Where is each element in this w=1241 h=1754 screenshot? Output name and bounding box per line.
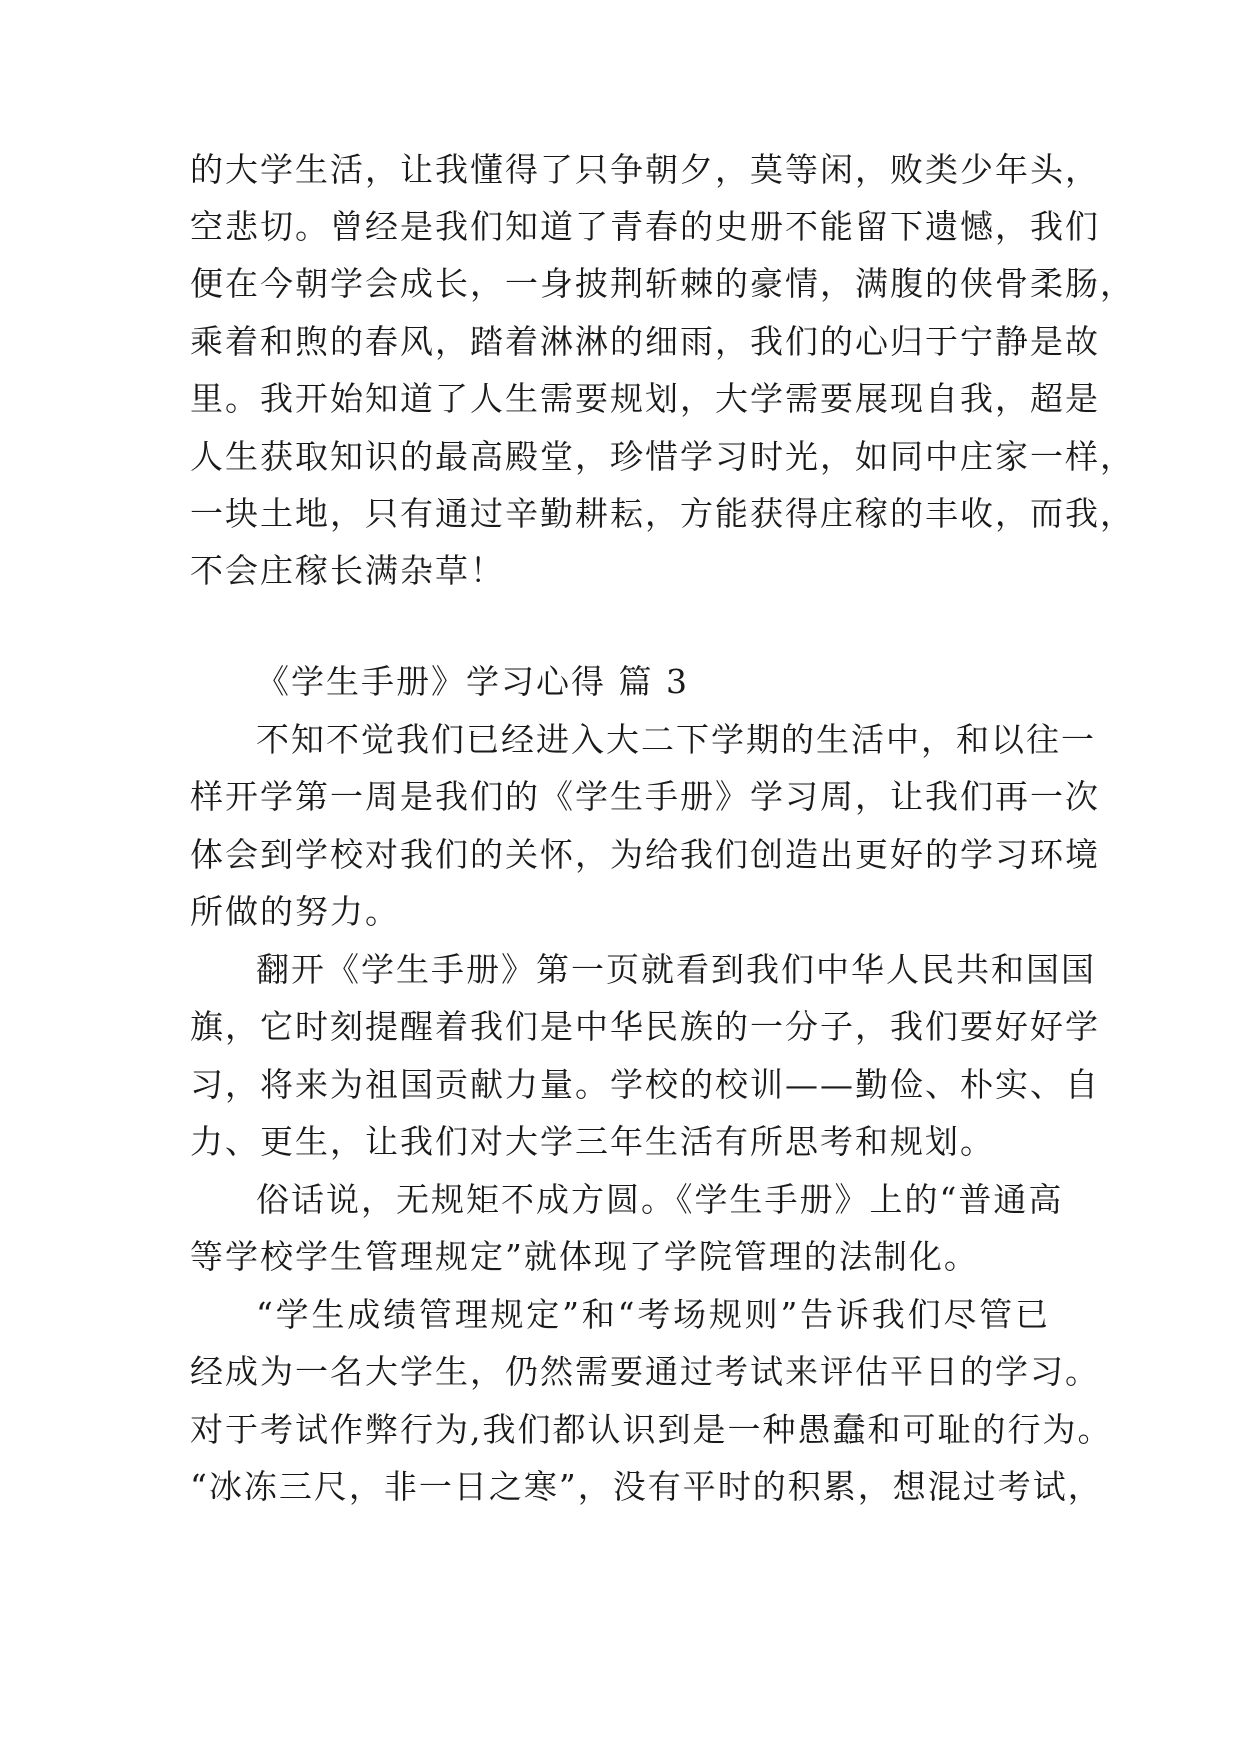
paragraph-1-line: 所做的努力。 [190, 892, 400, 931]
paragraph-2-line: 翻开《学生手册》第一页就看到我们中华人民共和国国 [256, 950, 1096, 989]
paragraph-3-line: 俗话说，无规矩不成方圆。《学生手册》上的“普通高 [256, 1180, 1064, 1219]
paragraph-1-line: 不知不觉我们已经进入大二下学期的生活中，和以往一 [256, 720, 1096, 759]
text-line: 人生获取知识的最高殿堂，珍惜学习时光，如同中庄家一样， [190, 437, 1135, 476]
paragraph-4-line: “学生成绩管理规定”和“考场规则”告诉我们尽管已 [256, 1295, 1050, 1334]
paragraph-1-line: 体会到学校对我们的关怀，为给我们创造出更好的学习环境 [190, 835, 1100, 874]
text-line: 便在今朝学会成长，一身披荆斩棘的豪情，满腹的侠骨柔肠， [190, 264, 1135, 303]
text-line: 的大学生活，让我懂得了只争朝夕，莫等闲，败类少年头， [190, 150, 1100, 189]
paragraph-2-line: 力、更生，让我们对大学三年生活有所思考和规划。 [190, 1122, 995, 1161]
paragraph-2-line: 习，将来为祖国贡献力量。学校的校训——勤俭、朴实、自 [190, 1065, 1100, 1104]
text-line: 空悲切。曾经是我们知道了青春的史册不能留下遗憾，我们 [190, 207, 1100, 246]
section-heading: 《学生手册》学习心得 篇 3 [256, 662, 689, 701]
paragraph-4-line: 经成为一名大学生，仍然需要通过考试来评估平日的学习。 [190, 1352, 1100, 1391]
text-line: 不会庄稼长满杂草！ [190, 551, 505, 590]
paragraph-4-line: “冰冻三尺，非一日之寒”，没有平时的积累，想混过考试， [190, 1467, 1103, 1506]
paragraph-4-line: 对于考试作弊行为,我们都认识到是一种愚蠢和可耻的行为。 [190, 1410, 1113, 1449]
text-line: 乘着和煦的春风，踏着淋淋的细雨，我们的心归于宁静是故 [190, 322, 1100, 361]
text-line: 一块土地，只有通过辛勤耕耘，方能获得庄稼的丰收，而我， [190, 494, 1135, 533]
paragraph-2-line: 旗，它时刻提醒着我们是中华民族的一分子，我们要好好学 [190, 1007, 1100, 1046]
text-line: 里。我开始知道了人生需要规划，大学需要展现自我，超是 [190, 379, 1100, 418]
paragraph-3-line: 等学校学生管理规定”就体现了学院管理的法制化。 [190, 1237, 979, 1276]
paragraph-1-line: 样开学第一周是我们的《学生手册》学习周，让我们再一次 [190, 777, 1100, 816]
